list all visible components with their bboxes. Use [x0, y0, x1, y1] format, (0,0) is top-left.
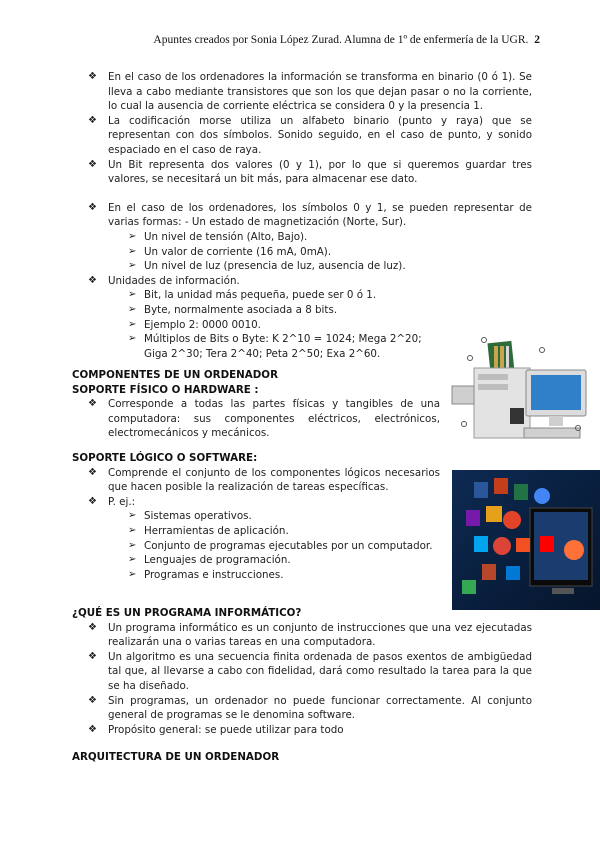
arrow-bullet-icon: ➢ — [128, 260, 137, 272]
intro-section — [72, 70, 532, 361]
software-section — [72, 451, 440, 582]
diamond-bullet-icon: ❖ — [88, 621, 97, 633]
diamond-bullet-icon: ❖ — [88, 274, 97, 286]
sub-list-item: ➢ Un nivel de luz (presencia de luz, ausencia de luz). — [128, 260, 406, 273]
list-item: ❖ Un Bit representa dos valores (0 y 1), por lo que si queremos guardar tres valores, se necesitará un bit más, para almacenar ese dato. — [88, 158, 532, 186]
list-item: ❖ Unidades de información. — [88, 274, 240, 287]
section-heading: SOPORTE FÍSICO O HARDWARE : — [72, 383, 259, 396]
list-item: ❖ P. ej.: — [88, 495, 136, 508]
arrow-bullet-icon: ➢ — [128, 539, 137, 551]
section-heading: ¿QUÉ ES UN PROGRAMA INFORMÁTICO? — [72, 607, 302, 619]
sub-list-item: ➢ Lenguajes de programación. — [128, 554, 291, 567]
list-item: ❖ Un programa informático es un conjunto de instrucciones que una vez ejecutadas realizarán una o varias tareas en una computadora. — [88, 621, 532, 649]
arrow-bullet-icon: ➢ — [128, 510, 137, 522]
architecture-section — [72, 750, 532, 765]
diamond-bullet-icon: ❖ — [88, 398, 97, 410]
diamond-bullet-icon: ❖ — [88, 201, 97, 213]
hardware-section — [72, 368, 440, 441]
list-item: ❖ Sin programas, un ordenador no puede funcionar correctamente. Al conjunto general de programas se le denomina software. — [88, 694, 532, 722]
sub-list-item: ➢ Byte, normalmente asociada a 8 bits. — [128, 303, 338, 316]
sub-list-item: ➢ Sistemas operativos. — [128, 510, 252, 523]
diamond-bullet-icon: ❖ — [88, 466, 97, 478]
arrow-bullet-icon: ➢ — [128, 245, 137, 257]
arrow-bullet-icon: ➢ — [128, 554, 137, 566]
list-item: ❖ La codificación morse utiliza un alfabeto binario (punto y raya) que se representan con dos símbolos. Sonido seguido, en el caso de punto, y sonido espaciado en el caso de raya. — [88, 114, 532, 156]
diamond-bullet-icon: ❖ — [88, 71, 97, 82]
arrow-bullet-icon: ➢ — [128, 303, 137, 315]
section-heading: COMPONENTES DE UN ORDENADOR — [72, 369, 278, 381]
arrow-bullet-icon: ➢ — [128, 230, 137, 242]
section-heading: ARQUITECTURA DE UN ORDENADOR — [72, 751, 280, 763]
arrow-bullet-icon: ➢ — [128, 289, 137, 301]
arrow-bullet-icon: ➢ — [128, 333, 137, 345]
arrow-bullet-icon: ➢ — [128, 568, 137, 580]
sub-list-item: ➢ Un nivel de tensión (Alto, Bajo). — [128, 230, 308, 243]
sub-list-item: ➢ Un valor de corriente (16 mA, 0mA). — [128, 245, 332, 258]
sub-list-item: ➢ Múltiplos de Bits o Byte: K 2^10 = 1024; Mega 2^20; Giga 2^30; Tera 2^40; Peta 2^50; Exa 2^60. — [128, 333, 422, 360]
list-item: ❖ Un algoritmo es una secuencia finita ordenada de pasos exentos de ambigüedad tal que, al llevarse a cabo con fidelidad, dará como resultado la tarea para la que se ha diseñado. — [88, 650, 532, 692]
program-section — [72, 606, 532, 737]
diamond-bullet-icon: ❖ — [88, 495, 97, 507]
diamond-bullet-icon: ❖ — [88, 114, 97, 126]
sub-list-item: ➢ Bit, la unidad más pequeña, puede ser 0 ó 1. — [128, 289, 377, 302]
diamond-bullet-icon: ❖ — [88, 694, 97, 706]
sub-list-item: ➢ Programas e instrucciones. — [128, 568, 284, 581]
arrow-bullet-icon: ➢ — [128, 524, 137, 536]
sub-list-item: ➢ Herramientas de aplicación. — [128, 524, 289, 537]
list-item: ❖ Comprende el conjunto de los componentes lógicos necesarios que hacen posible la realización de tareas específicas. — [88, 466, 440, 494]
software-apps-image — [452, 470, 600, 610]
list-item: ❖ En el caso de los ordenadores la información se transforma en binario (0 ó 1). Se lleva a cabo mediante transistores que son los que dejan pasar o no la corriente, lo cual la ausencia de corriente eléctrica se considera 0 y la presencia 1. — [88, 71, 532, 113]
list-item: ❖ Corresponde a todas las partes físicas y tangibles de una computadora: sus componentes eléctricos, electrónicos, electromecánicos y mecánicos. — [88, 398, 440, 440]
sub-list-item: ➢ Conjunto de programas ejecutables por un computador. — [128, 539, 433, 552]
page-header — [153, 34, 540, 46]
list-item: ❖ En el caso de los ordenadores, los símbolos 0 y 1, se pueden representar de varias formas: - Un estado de magnetización (Norte, Sur). — [88, 201, 532, 229]
arrow-bullet-icon: ➢ — [128, 318, 137, 330]
sub-list-item: ➢ Ejemplo 2: 0000 0010. — [128, 318, 261, 331]
diamond-bullet-icon: ❖ — [88, 158, 97, 170]
header-text: Apuntes creados por Sonia López Zurad. Alumna de 1º de enfermería de la UGR. — [153, 34, 529, 46]
list-item: ❖ Propósito general: se puede utilizar para todo — [88, 723, 344, 736]
section-heading: SOPORTE LÓGICO O SOFTWARE: — [72, 452, 258, 464]
diamond-bullet-icon: ❖ — [88, 723, 97, 735]
computer-hardware-image — [450, 328, 592, 450]
diamond-bullet-icon: ❖ — [88, 650, 97, 662]
page-number: 2 — [534, 34, 540, 46]
